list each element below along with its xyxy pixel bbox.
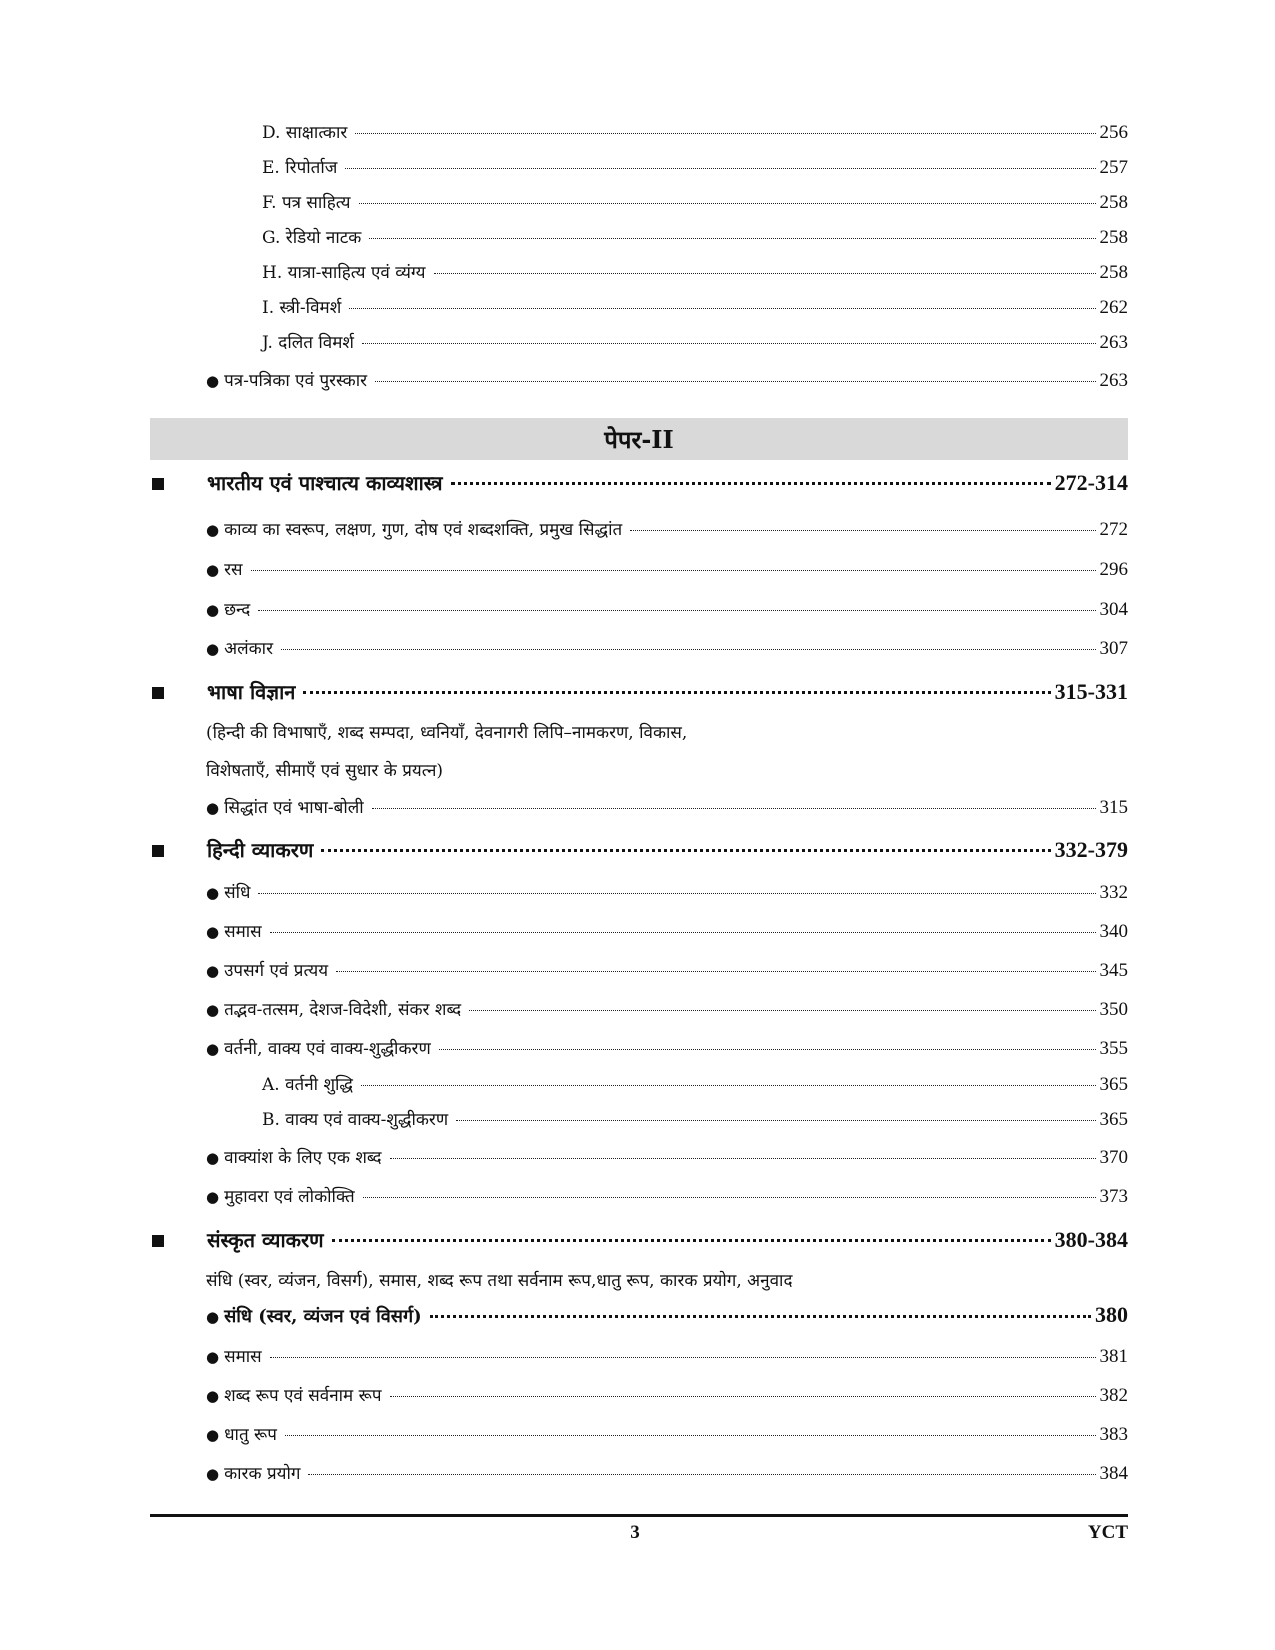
toc-entry [206, 880, 1128, 904]
entry-label: पत्र-पत्रिका एवं पुरस्कार [224, 371, 368, 391]
entry-label: B. वाक्य एवं वाक्य-शुद्धीकरण [262, 1110, 449, 1130]
toc-entry [262, 190, 1128, 214]
leader-dots [439, 1049, 1096, 1050]
paper-heading-text: पेपर-II [604, 424, 674, 454]
section-pages: 332-379 [1054, 837, 1128, 862]
entry-page: 315 [1099, 797, 1128, 818]
entry-page: 307 [1099, 638, 1128, 659]
toc-entry [206, 958, 1128, 982]
paper-heading [150, 418, 1128, 460]
bullet-icon: ● [206, 962, 220, 980]
entry-label: वाक्यांश के लिए एक शब्द [224, 1148, 382, 1168]
toc-entry [206, 795, 1128, 819]
toc-entry [206, 1461, 1128, 1485]
leader-dots [359, 203, 1096, 204]
entry-page: 272 [1099, 519, 1128, 540]
entry-label: कारक प्रयोग [224, 1464, 301, 1484]
entry-page: 381 [1099, 1346, 1128, 1367]
leader-dots [349, 308, 1095, 309]
entry-page: 340 [1099, 921, 1128, 942]
section-title: हिन्दी व्याकरण [207, 838, 314, 862]
page-number: 3 [630, 1522, 640, 1543]
leader-dots [434, 273, 1096, 274]
section-pages: 315-331 [1054, 679, 1128, 704]
entry-label: उपसर्ग एवं प्रत्यय [224, 961, 329, 981]
bullet-icon: ● [206, 561, 220, 579]
toc-entry [206, 1036, 1128, 1060]
leader-dots [361, 1085, 1095, 1086]
entry-label: E. रिपोर्ताज [262, 158, 338, 178]
toc-entry [262, 1107, 1128, 1131]
toc-entry [262, 1072, 1128, 1096]
leader-dots [375, 381, 1095, 382]
leader-dots [451, 482, 1051, 485]
leader-dots [281, 649, 1095, 650]
entry-page: 382 [1099, 1385, 1128, 1406]
toc-entry [206, 1383, 1128, 1407]
toc-entry [206, 368, 1128, 392]
section-description: (हिन्दी की विभाषाएँ, शब्द सम्पदा, ध्वनियाँ, देवनागरी लिपि–नामकरण, विकास, [206, 723, 688, 743]
toc-entry [206, 557, 1128, 581]
leader-dots [308, 1474, 1095, 1475]
entry-label: सिद्धांत एवं भाषा-बोली [224, 798, 364, 818]
entry-label: धातु रूप [224, 1425, 277, 1445]
toc-entry [206, 597, 1128, 621]
leader-dots [251, 570, 1096, 571]
entry-label: G. रेडियो नाटक [262, 228, 362, 248]
bullet-icon: ● [206, 372, 220, 390]
entry-page: 258 [1099, 192, 1128, 213]
bullet-icon: ● [206, 521, 220, 539]
entry-page: 365 [1099, 1109, 1128, 1130]
leader-dots [390, 1158, 1096, 1159]
bullet-icon: ● [206, 923, 220, 941]
leader-dots [321, 849, 1050, 852]
section-heading [152, 836, 1128, 863]
leader-dots [270, 932, 1096, 933]
entry-page: 365 [1099, 1074, 1128, 1095]
entry-page: 355 [1099, 1038, 1128, 1059]
leader-dots [369, 238, 1095, 239]
entry-page: 258 [1099, 227, 1128, 248]
bullet-icon: ● [206, 1308, 220, 1326]
leader-dots [345, 168, 1095, 169]
toc-entry [206, 517, 1128, 541]
leader-dots [456, 1120, 1095, 1121]
entry-label: H. यात्रा-साहित्य एवं व्यंग्य [262, 263, 426, 283]
toc-entry [206, 1302, 1128, 1328]
toc-entry [206, 1344, 1128, 1368]
section-title: संस्कृत व्याकरण [207, 1228, 324, 1252]
entry-label: रस [224, 560, 243, 580]
section-pages: 380-384 [1054, 1227, 1128, 1252]
leader-dots [430, 1315, 1091, 1318]
section-heading [152, 1226, 1128, 1253]
entry-label: शब्द रूप एवं सर्वनाम रूप [224, 1386, 382, 1406]
leader-dots [355, 133, 1095, 134]
leader-dots [303, 691, 1050, 694]
entry-label: I. स्त्री-विमर्श [262, 298, 342, 318]
bullet-icon: ● [206, 640, 220, 658]
bullet-icon: ● [206, 1001, 220, 1019]
toc-entry [206, 1145, 1128, 1169]
toc-entry [206, 636, 1128, 660]
bullet-icon: ● [206, 1149, 220, 1167]
toc-entry [262, 155, 1128, 179]
leader-dots [258, 893, 1095, 894]
section-description: विशेषताएँ, सीमाएँ एवं सुधार के प्रयत्न) [206, 761, 444, 781]
square-bullet-icon [152, 687, 164, 699]
entry-label: D. साक्षात्कार [262, 123, 348, 143]
entry-page: 384 [1099, 1463, 1128, 1484]
bullet-icon: ● [206, 1040, 220, 1058]
toc-entry [262, 225, 1128, 249]
entry-page: 263 [1099, 332, 1128, 353]
leader-dots [362, 343, 1096, 344]
entry-label: मुहावरा एवं लोकोक्ति [224, 1187, 355, 1207]
leader-dots [630, 530, 1095, 531]
entry-label: तद्भव-तत्सम, देशज-विदेशी, संकर शब्द [224, 1000, 462, 1020]
section-description: संधि (स्वर, व्यंजन, विसर्ग), समास, शब्द रूप तथा सर्वनाम रूप,धातु रूप, कारक प्रयोग, अनुवाद [206, 1271, 793, 1291]
entry-label: F. पत्र साहित्य [262, 193, 351, 213]
bullet-icon: ● [206, 1188, 220, 1206]
entry-page: 262 [1099, 297, 1128, 318]
entry-label: A. वर्तनी शुद्धि [262, 1075, 354, 1095]
toc-entry [262, 330, 1128, 354]
toc-entry [206, 1184, 1128, 1208]
leader-dots [336, 971, 1095, 972]
bullet-icon: ● [206, 1426, 220, 1444]
toc-entry [206, 997, 1128, 1021]
toc-entry [262, 260, 1128, 284]
square-bullet-icon [152, 845, 164, 857]
entry-page: 258 [1099, 262, 1128, 283]
entry-label: काव्य का स्वरूप, लक्षण, गुण, दोष एवं शब्दशक्ति, प्रमुख सिद्धांत [224, 520, 623, 540]
leader-dots [285, 1435, 1096, 1436]
bullet-icon: ● [206, 1387, 220, 1405]
section-heading [152, 678, 1128, 705]
bullet-icon: ● [206, 1348, 220, 1366]
entry-label: छन्द [224, 600, 251, 620]
entry-page: 296 [1099, 559, 1128, 580]
entry-page: 345 [1099, 960, 1128, 981]
section-pages: 272-314 [1054, 470, 1128, 495]
entry-page: 380 [1095, 1302, 1128, 1327]
entry-page: 304 [1099, 599, 1128, 620]
entry-label: समास [224, 922, 262, 942]
entry-page: 383 [1099, 1424, 1128, 1445]
entry-page: 332 [1099, 882, 1128, 903]
section-title: भाषा विज्ञान [207, 680, 296, 704]
section-heading [152, 469, 1128, 496]
leader-dots [469, 1010, 1095, 1011]
bullet-icon: ● [206, 884, 220, 902]
leader-dots [372, 808, 1096, 809]
leader-dots [258, 610, 1095, 611]
square-bullet-icon [152, 1235, 164, 1247]
entry-label: अलंकार [224, 639, 274, 659]
bullet-icon: ● [206, 799, 220, 817]
bullet-icon: ● [206, 1465, 220, 1483]
section-title: भारतीय एवं पाश्चात्य काव्यशास्त्र [207, 471, 443, 495]
entry-label: संधि [224, 883, 251, 903]
toc-entry [262, 295, 1128, 319]
entry-label: समास [224, 1347, 262, 1367]
entry-page: 370 [1099, 1147, 1128, 1168]
entry-label: वर्तनी, वाक्य एवं वाक्य-शुद्धीकरण [224, 1039, 431, 1059]
entry-label: संधि (स्वर, व्यंजन एवं विसर्ग) [224, 1306, 422, 1327]
toc-entry [206, 919, 1128, 943]
toc-entry [262, 120, 1128, 144]
publisher-brand: YCT [1087, 1522, 1128, 1543]
entry-label: J. दलित विमर्श [262, 333, 354, 353]
leader-dots [270, 1357, 1096, 1358]
entry-page: 373 [1099, 1186, 1128, 1207]
toc-entry [206, 1422, 1128, 1446]
leader-dots [390, 1396, 1096, 1397]
bullet-icon: ● [206, 601, 220, 619]
entry-page: 257 [1099, 157, 1128, 178]
entry-page: 263 [1099, 370, 1128, 391]
entry-page: 350 [1099, 999, 1128, 1020]
leader-dots [332, 1239, 1051, 1242]
square-bullet-icon [152, 478, 164, 490]
entry-page: 256 [1099, 122, 1128, 143]
leader-dots [363, 1197, 1096, 1198]
footer-divider [150, 1514, 1128, 1517]
